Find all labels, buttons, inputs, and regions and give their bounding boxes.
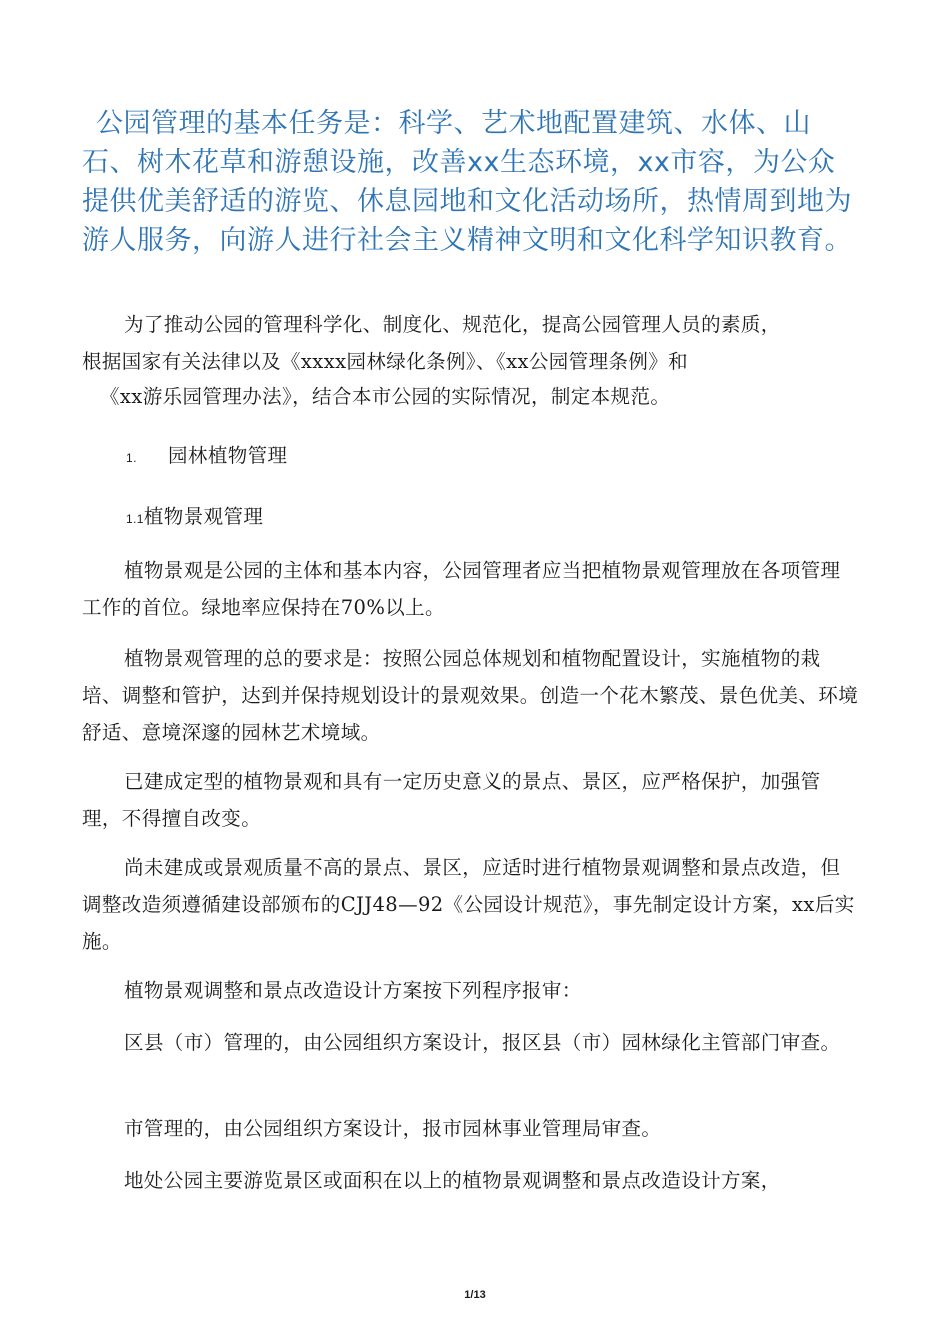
paragraph-adjustment: 尚未建成或景观质量不高的景点、景区，应适时进行植物景观调整和景点改造，但调整改造须遵循建设部颁布的CJJ48—92《公园设计规范》，事先制定设计方案，xx后实施。 [82, 856, 855, 953]
intro-line-3: 《xx游乐园管理办法》，结合本市公园的实际情况，制定本规范。 [100, 385, 671, 408]
section-1-1-heading [126, 498, 263, 538]
intro-line-2: 根据国家有关法律以及《xxxx园林绿化条例》、《xx公园管理条例》和 [82, 350, 689, 373]
paragraph-district-review: 区县（市）管理的，由公园组织方案设计，报区县（市）园林绿化主管部门审查。 [124, 1031, 841, 1054]
paragraph-protection: 已建成定型的植物景观和具有一定历史意义的景点、景区，应严格保护，加强管理，不得擅自改变。 [82, 770, 821, 830]
intro-line-1: 为了推动公园的管理科学化、制度化、规范化，提高公园管理人员的素质， [124, 313, 781, 336]
paragraph-requirements: 植物景观管理的总的要求是：按照公园总体规划和植物配置设计，实施植物的栽培、调整和管护，达到并保持规划设计的景观效果。创造一个花木繁茂、景色优美、环境舒适、意境深邃的园林艺术境域。 [82, 647, 859, 744]
paragraph-major-areas: 地处公园主要游览景区或面积在以上的植物景观调整和景点改造设计方案， [124, 1169, 781, 1192]
heading-paragraph: 公园管理的基本任务是：科学、艺术地配置建筑、水体、山石、树木花草和游憩设施，改善xx生态环境，xx市容，为公众提供优美舒适的游览、休息园地和文化活动场所，热情周到地为游人服务，向游人进行社会主义精神文明和文化科学知识教育。 [82, 108, 852, 256]
section-1-title: 园林植物管理 [168, 444, 288, 467]
paragraph-review-procedure: 植物景观调整和景点改造设计方案按下列程序报审： [124, 979, 582, 1002]
section-1-number: 1. [126, 451, 137, 465]
section-1-heading [126, 437, 287, 477]
paragraph-city-review: 市管理的，由公园组织方案设计，报市园林事业管理局审查。 [124, 1117, 662, 1140]
section-1-1-title: 植物景观管理 [143, 505, 264, 528]
page-number: 1/13 [464, 1289, 486, 1301]
paragraph-plant-landscape: 植物景观是公园的主体和基本内容，公园管理者应当把植物景观管理放在各项管理工作的首位。绿地率应保持在70%以上。 [82, 559, 841, 619]
section-1-1-number: 1.1 [126, 512, 144, 526]
